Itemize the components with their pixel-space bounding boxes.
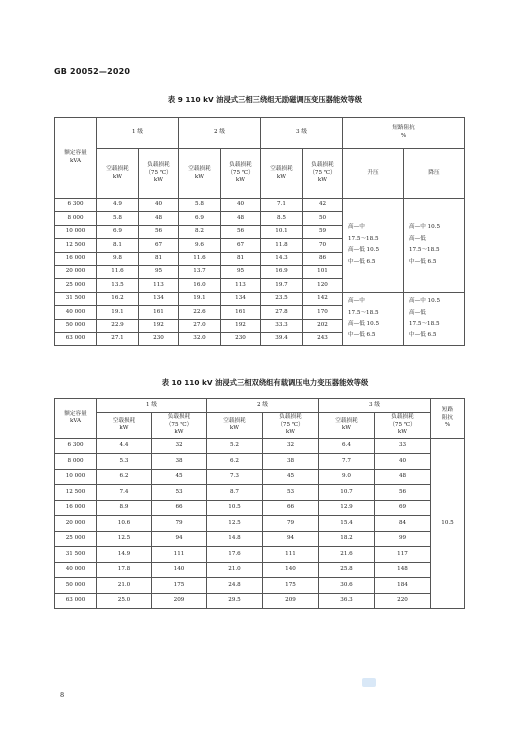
table10-cell: 220 [375, 593, 431, 609]
table9-cell: 7.1 [261, 199, 303, 212]
table10-cell: 5.2 [207, 438, 263, 454]
table-row [55, 199, 465, 212]
table9-cell: 11.8 [261, 239, 303, 252]
table10-cell: 40 [375, 454, 431, 470]
table10-cell: 6.4 [319, 438, 375, 454]
table10-caption: 表 10 110 kV 油浸式三相双绕组有载调压电力变压器能效等级 [161, 378, 369, 387]
table9-header-impedance: 短路阻抗 % [343, 118, 465, 149]
table10-cell: 31 500 [55, 547, 97, 563]
table9-cell: 40 000 [55, 306, 97, 319]
table10-cell: 56 [375, 485, 431, 501]
table10-header-load-1: 负载损耗 （75 ℃） kW [152, 413, 207, 439]
table9-cell: 13.7 [179, 265, 221, 278]
table9-cell: 142 [303, 292, 343, 305]
table10-cell: 99 [375, 531, 431, 547]
table9-cell: 19.7 [261, 279, 303, 292]
watermark-badge [362, 678, 376, 687]
table10-cell: 17.6 [207, 547, 263, 563]
table9-cell: 192 [139, 319, 179, 332]
table9-cell: 9.8 [97, 252, 139, 265]
table10-cell: 40 000 [55, 562, 97, 578]
table10-impedance-value: 10.5 [431, 438, 465, 609]
table9-cell: 113 [221, 279, 261, 292]
table10-cell: 25 000 [55, 531, 97, 547]
table-row [55, 531, 465, 547]
table10-cell: 7.3 [207, 469, 263, 485]
table9-header-level3: 3 级 [261, 118, 343, 149]
table9-cell: 48 [221, 212, 261, 225]
table10-cell: 111 [263, 547, 319, 563]
table9-header-level1: 1 级 [97, 118, 179, 149]
table9-cell: 22.9 [97, 319, 139, 332]
table10-cell: 7.7 [319, 454, 375, 470]
table-row [55, 454, 465, 470]
table9-header-noload-3: 空载损耗 kW [261, 149, 303, 199]
table9-cell: 12 500 [55, 239, 97, 252]
table10-cell: 14.8 [207, 531, 263, 547]
table9-impedance-stepdown: 高—中 10.5 高—低 17.5～18.5 中—低 6.5 [404, 199, 465, 293]
table10-cell: 66 [152, 500, 207, 516]
table10-cell: 32 [152, 438, 207, 454]
table9-cell: 67 [221, 239, 261, 252]
table10-cell: 12.9 [319, 500, 375, 516]
table9-header-noload-1: 空载损耗 kW [97, 149, 139, 199]
table10-cell: 20 000 [55, 516, 97, 532]
table10-cell: 94 [152, 531, 207, 547]
table9-cell: 23.5 [261, 292, 303, 305]
table9-cell: 40 [221, 199, 261, 212]
table9-cell: 192 [221, 319, 261, 332]
table-row [55, 469, 465, 485]
table9-cell: 8.2 [179, 225, 221, 238]
table10-cell: 5.3 [97, 454, 152, 470]
table9-cell: 101 [303, 265, 343, 278]
table9-header-capacity: 额定容量 kVA [55, 118, 97, 199]
table10-header-load-2: 负载损耗 （75 ℃） kW [263, 413, 319, 439]
table9-cell: 120 [303, 279, 343, 292]
table9-cell: 19.1 [97, 306, 139, 319]
table9-cell: 8.1 [97, 239, 139, 252]
table9-cell: 170 [303, 306, 343, 319]
table10-cell: 79 [152, 516, 207, 532]
table9-cell: 50 [303, 212, 343, 225]
table-row [55, 500, 465, 516]
table9-cell: 56 [139, 225, 179, 238]
table10-cell: 84 [375, 516, 431, 532]
table10-cell: 12 500 [55, 485, 97, 501]
table9-cell: 161 [221, 306, 261, 319]
table9-cell: 67 [139, 239, 179, 252]
table10-header-impedance: 短路 阻抗 % [431, 399, 465, 439]
table10-cell: 45 [263, 469, 319, 485]
table10-cell: 21.0 [207, 562, 263, 578]
table9-cell: 33.3 [261, 319, 303, 332]
table9-cell: 70 [303, 239, 343, 252]
table9-cell: 230 [139, 332, 179, 345]
table9-cell: 113 [139, 279, 179, 292]
document-code: GB 20052—2020 [54, 67, 131, 76]
table9-cell: 10.1 [261, 225, 303, 238]
table10-cell: 6.2 [207, 454, 263, 470]
table9-cell: 5.8 [179, 199, 221, 212]
page-number: 8 [60, 691, 65, 699]
table9-header-stepdown: 降压 [404, 149, 465, 199]
table9-cell: 202 [303, 319, 343, 332]
table10-cell: 63 000 [55, 593, 97, 609]
table10-cell: 15.4 [319, 516, 375, 532]
table9-cell: 14.3 [261, 252, 303, 265]
table9-cell: 16.9 [261, 265, 303, 278]
table-row [55, 562, 465, 578]
table9-cell: 31 500 [55, 292, 97, 305]
table10-cell: 111 [152, 547, 207, 563]
table9-cell: 40 [139, 199, 179, 212]
table9-cell: 6.9 [97, 225, 139, 238]
table9-cell: 16.2 [97, 292, 139, 305]
table9-cell: 27.1 [97, 332, 139, 345]
table10-cell: 10 000 [55, 469, 97, 485]
table9-cell: 19.1 [179, 292, 221, 305]
table9-cell: 42 [303, 199, 343, 212]
table9-cell: 9.6 [179, 239, 221, 252]
table9-cell: 10 000 [55, 225, 97, 238]
table10-cell: 16 000 [55, 500, 97, 516]
table9-caption: 表 9 110 kV 油浸式三相三绕组无励磁调压变压器能效等级 [167, 95, 363, 104]
table10-cell: 12.5 [97, 531, 152, 547]
table10-cell: 9.0 [319, 469, 375, 485]
table9-cell: 8 000 [55, 212, 97, 225]
table10-cell: 36.3 [319, 593, 375, 609]
table9-cell: 243 [303, 332, 343, 345]
table9-cell: 95 [221, 265, 261, 278]
table10-cell: 209 [152, 593, 207, 609]
table10-header-load-3: 负载损耗 （75 ℃） kW [375, 413, 431, 439]
table9-cell: 134 [221, 292, 261, 305]
table9-impedance-stepdown: 高—中 10.5 高—低 17.5～18.5 中—低 6.5 [404, 292, 465, 346]
table10-cell: 21.6 [319, 547, 375, 563]
table9-cell: 6.9 [179, 212, 221, 225]
table9-cell: 6 300 [55, 199, 97, 212]
table9-cell: 22.6 [179, 306, 221, 319]
table10-cell: 25.8 [319, 562, 375, 578]
table10-cell: 8 000 [55, 454, 97, 470]
table10-cell: 209 [263, 593, 319, 609]
table10 [54, 398, 465, 609]
table9-cell: 50 000 [55, 319, 97, 332]
table9-header-stepup: 升压 [343, 149, 404, 199]
table9-cell: 11.6 [179, 252, 221, 265]
table10-header-noload-2: 空载损耗 kW [207, 413, 263, 439]
table9-cell: 63 000 [55, 332, 97, 345]
table10-cell: 6.2 [97, 469, 152, 485]
table9-cell: 39.4 [261, 332, 303, 345]
table10-cell: 24.8 [207, 578, 263, 594]
table10-cell: 4.4 [97, 438, 152, 454]
table10-cell: 21.0 [97, 578, 152, 594]
table10-cell: 175 [152, 578, 207, 594]
table9-impedance-stepup: 高—中 17.5～18.5 高—低 10.5 中—低 6.5 [343, 199, 404, 293]
table10-cell: 12.5 [207, 516, 263, 532]
table10-cell: 140 [263, 562, 319, 578]
table10-cell: 38 [263, 454, 319, 470]
table10-header-level3: 3 级 [319, 399, 431, 413]
table10-cell: 6 300 [55, 438, 97, 454]
table9-cell: 48 [139, 212, 179, 225]
table9-cell: 32.0 [179, 332, 221, 345]
table9-cell: 95 [139, 265, 179, 278]
table9-header-load-2: 负载损耗 （75 ℃） kW [221, 149, 261, 199]
table-row [55, 578, 465, 594]
table9-header-noload-2: 空载损耗 kW [179, 149, 221, 199]
table9-cell: 5.8 [97, 212, 139, 225]
table10-cell: 53 [152, 485, 207, 501]
table10-cell: 10.7 [319, 485, 375, 501]
table10-cell: 25.0 [97, 593, 152, 609]
table9-cell: 56 [221, 225, 261, 238]
table10-cell: 94 [263, 531, 319, 547]
table9-cell: 81 [221, 252, 261, 265]
table10-cell: 69 [375, 500, 431, 516]
table10-cell: 117 [375, 547, 431, 563]
table9-cell: 16 000 [55, 252, 97, 265]
table10-cell: 33 [375, 438, 431, 454]
table10-header-noload-3: 空载损耗 kW [319, 413, 375, 439]
table10-cell: 175 [263, 578, 319, 594]
table9-header-load-1: 负载损耗 （75 ℃） kW [139, 149, 179, 199]
table10-cell: 48 [375, 469, 431, 485]
table10-cell: 30.6 [319, 578, 375, 594]
table-row [55, 516, 465, 532]
table-row [55, 438, 465, 454]
table-row [55, 593, 465, 609]
table9-cell: 27.8 [261, 306, 303, 319]
table10-cell: 50 000 [55, 578, 97, 594]
table9-cell: 59 [303, 225, 343, 238]
table10-cell: 53 [263, 485, 319, 501]
table10-cell: 148 [375, 562, 431, 578]
table10-cell: 18.2 [319, 531, 375, 547]
table10-cell: 38 [152, 454, 207, 470]
table10-cell: 184 [375, 578, 431, 594]
table-row [55, 292, 465, 305]
table10-header-level2: 2 级 [207, 399, 319, 413]
table10-cell: 8.7 [207, 485, 263, 501]
table10-cell: 8.9 [97, 500, 152, 516]
table10-cell: 17.8 [97, 562, 152, 578]
table10-cell: 45 [152, 469, 207, 485]
table10-cell: 10.5 [207, 500, 263, 516]
table10-cell: 10.6 [97, 516, 152, 532]
table10-header-capacity: 额定容量 kVA [55, 399, 97, 439]
table9-cell: 8.5 [261, 212, 303, 225]
table9-cell: 25 000 [55, 279, 97, 292]
table10-cell: 7.4 [97, 485, 152, 501]
table9-cell: 16.0 [179, 279, 221, 292]
table9-cell: 81 [139, 252, 179, 265]
table9-cell: 4.9 [97, 199, 139, 212]
table10-cell: 29.5 [207, 593, 263, 609]
table10-cell: 32 [263, 438, 319, 454]
table-row [55, 547, 465, 563]
table-row [55, 485, 465, 501]
table9-header-load-3: 负载损耗 （75 ℃） kW [303, 149, 343, 199]
table9-cell: 134 [139, 292, 179, 305]
table10-cell: 14.9 [97, 547, 152, 563]
table9 [54, 117, 465, 346]
table9-cell: 230 [221, 332, 261, 345]
table9-impedance-stepup: 高—中 17.5～18.5 高—低 10.5 中—低 6.5 [343, 292, 404, 346]
table9-cell: 13.5 [97, 279, 139, 292]
table9-cell: 20 000 [55, 265, 97, 278]
table10-cell: 79 [263, 516, 319, 532]
table9-header-level2: 2 级 [179, 118, 261, 149]
table10-cell: 66 [263, 500, 319, 516]
table9-cell: 27.0 [179, 319, 221, 332]
table9-cell: 11.6 [97, 265, 139, 278]
table9-cell: 161 [139, 306, 179, 319]
table9-cell: 86 [303, 252, 343, 265]
table10-header-noload-1: 空载损耗 kW [97, 413, 152, 439]
table10-header-level1: 1 级 [97, 399, 207, 413]
table10-cell: 140 [152, 562, 207, 578]
